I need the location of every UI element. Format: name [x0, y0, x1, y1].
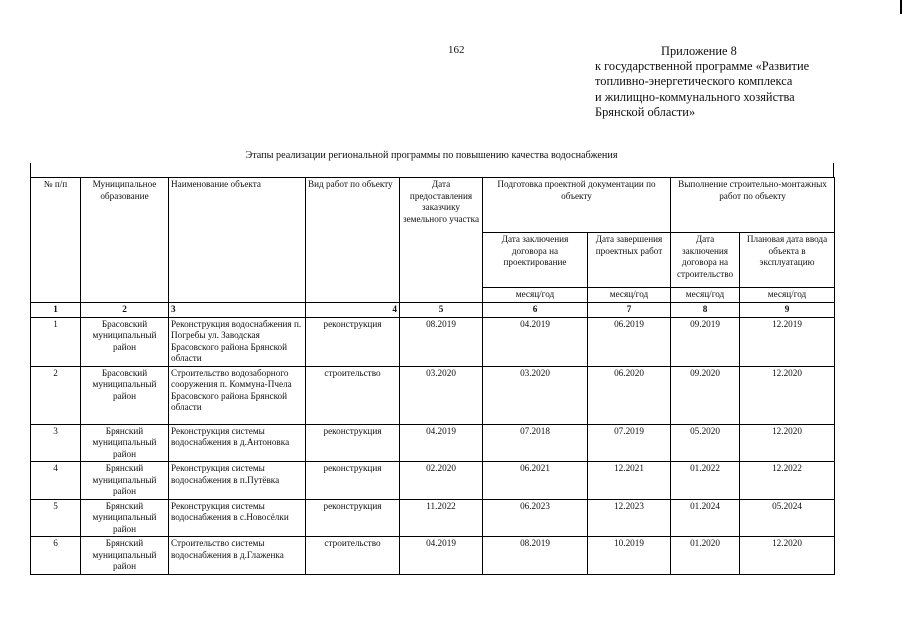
- table-row: [31, 499, 835, 537]
- row-land-date: 02.2020: [400, 462, 483, 500]
- header-commissioning: Плановая дата ввода объекта в эксплуатацию: [740, 233, 835, 288]
- row-object: Строительство водозаборного сооружения п. Коммуна-Пчела Брасовского района Брянской области: [169, 366, 306, 424]
- row-commissioning: 12.2020: [740, 537, 835, 575]
- column-number: 2: [81, 303, 169, 318]
- row-work-type: реконструкция: [306, 499, 400, 537]
- row-design-contract: 08.2019: [483, 537, 588, 575]
- stages-table: [30, 177, 835, 575]
- row-object: Реконструкция системы водоснабжения в с.Новосёлки: [169, 499, 306, 537]
- row-municipality: Брянский муниципальный район: [81, 424, 169, 462]
- row-object: Реконструкция системы водоснабжения в п.Путёвка: [169, 462, 306, 500]
- row-land-date: 04.2019: [400, 537, 483, 575]
- edge-mark: [900, 0, 902, 14]
- row-construction-contract: 05.2020: [671, 424, 740, 462]
- header-construction-contract: Дата заключения договора на строительство: [671, 233, 740, 288]
- unit-cell: месяц/год: [588, 288, 671, 303]
- header-land-date: Дата предоставления заказчику земельного участка: [400, 178, 483, 303]
- header-design-finish: Дата завершения проектных работ: [588, 233, 671, 288]
- row-num: 3: [31, 424, 81, 462]
- column-number: 1: [31, 303, 81, 318]
- frame-left-line: [30, 163, 31, 178]
- row-design-contract: 03.2020: [483, 366, 588, 424]
- row-municipality: Брасовский муниципальный район: [81, 317, 169, 366]
- row-design-finish: 12.2021: [588, 462, 671, 500]
- row-num: 1: [31, 317, 81, 366]
- row-design-contract: 06.2023: [483, 499, 588, 537]
- row-design-contract: 07.2018: [483, 424, 588, 462]
- row-commissioning: 12.2020: [740, 366, 835, 424]
- header-object: Наименование объекта: [169, 178, 306, 303]
- row-construction-contract: 09.2019: [671, 317, 740, 366]
- row-num: 4: [31, 462, 81, 500]
- row-num: 6: [31, 537, 81, 575]
- row-design-finish: 06.2019: [588, 317, 671, 366]
- row-municipality: Брасовский муниципальный район: [81, 366, 169, 424]
- column-number: 4: [306, 303, 400, 318]
- row-design-finish: 07.2019: [588, 424, 671, 462]
- header-design-group: Подготовка проектной документации по объекту: [483, 178, 671, 233]
- appendix-line-3: топливно-энергетического комплекса: [595, 74, 793, 89]
- row-commissioning: 12.2019: [740, 317, 835, 366]
- table-row: [31, 366, 835, 424]
- row-commissioning: 12.2022: [740, 462, 835, 500]
- row-design-contract: 04.2019: [483, 317, 588, 366]
- row-land-date: 04.2019: [400, 424, 483, 462]
- row-construction-contract: 01.2020: [671, 537, 740, 575]
- row-design-finish: 12.2023: [588, 499, 671, 537]
- row-municipality: Брянский муниципальный район: [81, 462, 169, 500]
- appendix-line-2: к государственной программе «Развитие: [595, 59, 810, 74]
- row-design-finish: 06.2020: [588, 366, 671, 424]
- row-municipality: Брянский муниципальный район: [81, 537, 169, 575]
- column-number: 3: [169, 303, 306, 318]
- page-number: 162: [448, 44, 465, 56]
- row-commissioning: 12.2020: [740, 424, 835, 462]
- row-work-type: реконструкция: [306, 317, 400, 366]
- row-municipality: Брянский муниципальный район: [81, 499, 169, 537]
- row-work-type: строительство: [306, 537, 400, 575]
- row-object: Реконструкция водоснабжения п. Погребы ул. Заводская Брасовского района Брянской области: [169, 317, 306, 366]
- header-num: № п/п: [31, 178, 81, 303]
- row-work-type: реконструкция: [306, 462, 400, 500]
- appendix-line-1: Приложение 8: [661, 44, 737, 58]
- row-design-contract: 06.2021: [483, 462, 588, 500]
- column-number: 7: [588, 303, 671, 318]
- row-land-date: 03.2020: [400, 366, 483, 424]
- row-num: 5: [31, 499, 81, 537]
- header-construction-group: Выполнение строительно-монтажных работ по объекту: [671, 178, 835, 233]
- frame-right-line: [833, 163, 834, 178]
- row-work-type: реконструкция: [306, 424, 400, 462]
- row-construction-contract: 01.2024: [671, 499, 740, 537]
- column-number: 6: [483, 303, 588, 318]
- row-work-type: строительство: [306, 366, 400, 424]
- row-construction-contract: 09.2020: [671, 366, 740, 424]
- unit-cell: месяц/год: [671, 288, 740, 303]
- column-number: 8: [671, 303, 740, 318]
- table-row: [31, 317, 835, 366]
- appendix-header: [595, 44, 809, 120]
- table-row: [31, 537, 835, 575]
- column-number: 5: [400, 303, 483, 318]
- column-number: 9: [740, 303, 835, 318]
- table-row: [31, 424, 835, 462]
- row-commissioning: 05.2024: [740, 499, 835, 537]
- header-municipality: Муниципальное образование: [81, 178, 169, 303]
- table-row: [31, 462, 835, 500]
- unit-cell: месяц/год: [740, 288, 835, 303]
- row-land-date: 08.2019: [400, 317, 483, 366]
- header-row-1: [31, 178, 835, 233]
- row-construction-contract: 01.2022: [671, 462, 740, 500]
- row-object: Строительство системы водоснабжения в д.Глаженка: [169, 537, 306, 575]
- row-num: 2: [31, 366, 81, 424]
- document-title: Этапы реализации региональной программы по повышению качества водоснабжения: [245, 150, 618, 161]
- row-land-date: 11.2022: [400, 499, 483, 537]
- unit-cell: месяц/год: [483, 288, 588, 303]
- appendix-line-5: Брянской области»: [595, 104, 696, 119]
- column-numbers-row: [31, 303, 835, 318]
- row-design-finish: 10.2019: [588, 537, 671, 575]
- header-design-contract: Дата заключения договора на проектирование: [483, 233, 588, 288]
- row-object: Реконструкция системы водоснабжения в д.Антоновка: [169, 424, 306, 462]
- header-work-type: Вид работ по объекту: [306, 178, 400, 303]
- appendix-line-4: и жилищно-коммунального хозяйства: [595, 89, 795, 104]
